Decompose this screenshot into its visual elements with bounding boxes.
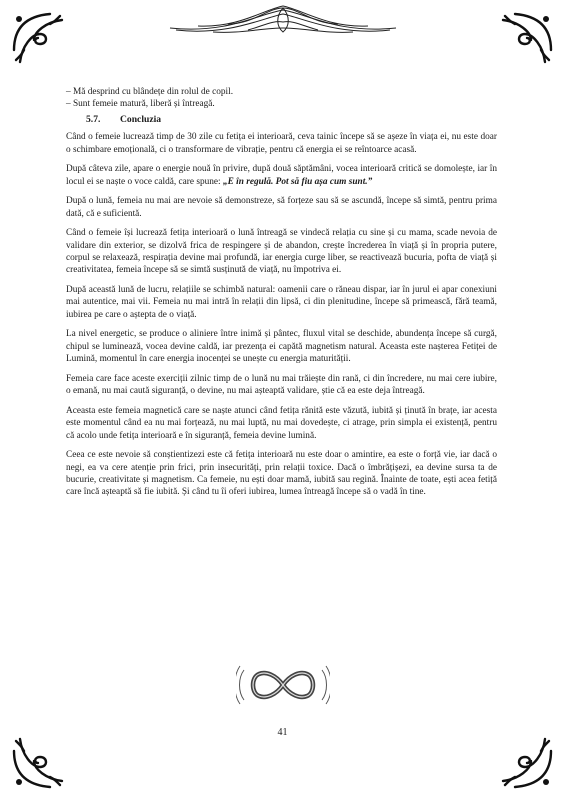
section-title: Concluzia (120, 113, 162, 125)
quote-text: „E în regulă. Pot să fiu așa cum sunt.” (222, 176, 373, 187)
paragraph: Femeia care face aceste exerciții zilnic timp de o lună nu mai trăiește din rană, ci din încredere, nu mai cere iubire, o emană, nu mai caută siguranță, o devine, nu mai așteaptă validare, știe că ea este deja întreagă. (66, 373, 497, 397)
dialogue-line: – Mă desprind cu blândețe din rolul de copil. (66, 87, 234, 97)
dialogue-line: – Sunt femeie matură, liberă și întreagă. (66, 99, 215, 110)
paragraph: Când o femeie își lucrează fetița interioară o lună întreagă se vindecă relația cu sine și cu mama, scade nevoia de validare din exterior, se dizolvă frica de respingere și de abandon, crește încrederea în viață și în propria putere, corpul se relaxează, respirația devine mai profundă, iar energia curge liber, se reactivează bucuria, pofta de viață și creativitatea, femeia începe să se simtă susținută de viață, nu împotriva ei. (66, 228, 497, 276)
paragraph: După o lună, femeia nu mai are nevoie să demonstreze, să forțeze sau să se ascundă, începe să simtă, pentru prima dată, că e suficientă. (66, 196, 497, 219)
page-number: 41 (277, 727, 288, 738)
paragraph: Ceea ce este nevoie să conștientizezi este că fetița interioară nu este doar o amintire, ea este o forță vie, iar dacă o negi, ea va cere atenție prin frici, prin insecurități, prin relații toxice. Dacă o îmbrățișezi, ea devine sursa ta de bucurie, creativitate și magnetism. Ca femeie, nu ești doar mamă, iubită sau regină. Înainte de toate, ești acea fetiță care încă așteaptă să fie iubită. Și când tu îi oferi iubirea, lumea întreagă începe să o vadă în tine. (66, 450, 497, 498)
paragraph (66, 163, 497, 188)
flourish-corner-icon (10, 10, 68, 68)
flourish-corner-icon (497, 733, 555, 791)
page-body (66, 86, 497, 506)
paragraph-text: După câteva zile, apare o energie nouă în privire, după două săptămâni, vocea interioară critică se domolește, iar în locul ei se naște o voce caldă, care spune: (66, 164, 497, 187)
infinity-icon (236, 660, 330, 710)
paragraph: După această lună de lucru, relațiile se schimbă natural: oamenii care o răneau dispar, iar în jurul ei apar conexiuni mai autentice, mai vii. Femeia nu mai intră în relații din lipsă, ci din plenitudine, începe să primească, fără teamă, iubirea pe care o aștepta de o viață. (66, 285, 497, 320)
section-number: 5.7. (86, 113, 101, 125)
paragraph: La nivel energetic, se produce o aliniere între inimă și pântec, fluxul vital se deschide, abundența începe să curgă, chipul se luminează, vocea devine caldă, iar prezența ei capătă magnetism natural. Aceasta este nașterea Fetiței de Lumină, momentul în care energia inocenței se unește cu energia maturității. (66, 329, 497, 365)
paragraph: Când o femeie lucrează timp de 30 zile cu fetița ei interioară, ceva tainic începe să se așeze în viața ei, nu este doar o schimbare emoțională, ci o transformare de vibrație, pentru că energia ei se reîntoarce acasă. (66, 132, 497, 155)
flourish-corner-icon (497, 10, 555, 68)
paragraph: Aceasta este femeia magnetică care se naște atunci când fetița rănită este văzută, iubită și ținută în brațe, iar acesta este momentul când ea nu mai forțează, nu mai luptă, nu mai dovedește, ci atrage, prin simpla ei existență, pentru că acolo unde fetița interioară e în siguranță, femeia devine lumină. (66, 405, 497, 441)
section-heading (86, 114, 497, 126)
filigree-header-icon (168, 4, 398, 36)
flourish-corner-icon (10, 733, 68, 791)
